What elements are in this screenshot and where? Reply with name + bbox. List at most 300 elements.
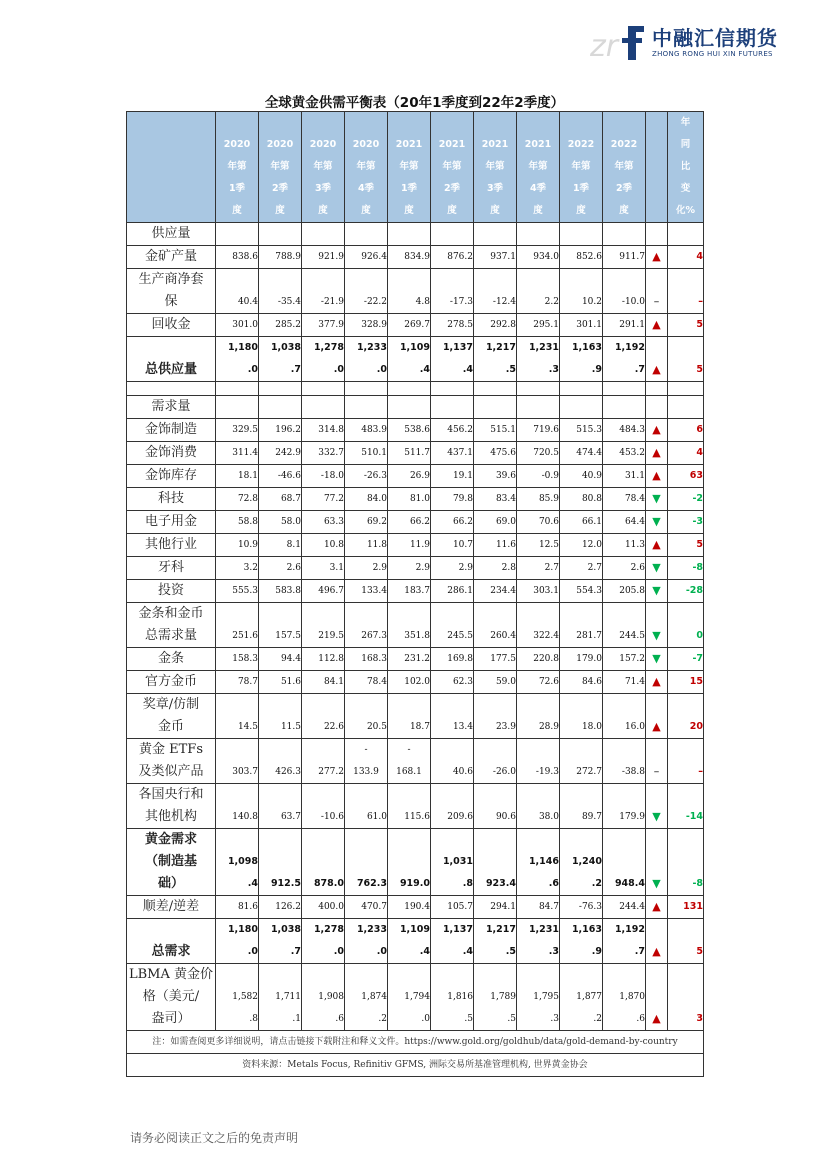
table-row: [127, 919, 704, 964]
quarter-header-line: 2020: [309, 139, 337, 150]
cell-line: 金饰库存: [144, 468, 197, 483]
value-cell: [603, 964, 646, 1031]
cell-line: 1,098: [227, 856, 258, 867]
quarter-header-line: 2022: [610, 139, 638, 150]
value-cell: [302, 964, 345, 1031]
value-cell: -19.3: [517, 739, 560, 784]
value-cell: 61.0: [345, 784, 388, 829]
up-triangle-icon: ▲: [646, 896, 668, 919]
empty-cell: [646, 223, 668, 246]
row-label: [127, 784, 216, 829]
value-cell: [474, 919, 517, 964]
value-cell: 554.3: [560, 580, 603, 603]
value-cell: 72.6: [517, 671, 560, 694]
value-cell: 3.2: [216, 557, 259, 580]
cell-line: 1,217: [485, 924, 516, 935]
value-cell: 12.5: [517, 534, 560, 557]
cell-line: 础）: [157, 876, 184, 891]
value-cell: 301.1: [560, 314, 603, 337]
quarter-header-line: 2020: [266, 139, 294, 150]
cell-line: 1,137: [442, 342, 473, 353]
cell-line: 金条和金币: [138, 606, 204, 621]
value-cell: 878.0: [302, 829, 345, 896]
empty-cell: [302, 223, 345, 246]
value-cell: 303.7: [216, 739, 259, 784]
header-row: [127, 112, 704, 223]
value-cell: 81.6: [216, 896, 259, 919]
empty-cell: [560, 396, 603, 419]
row-label: [127, 223, 216, 246]
quarter-header-line: 度: [318, 205, 328, 216]
value-cell: 14.5: [216, 694, 259, 739]
table-row: [127, 739, 704, 784]
company-logo: [590, 18, 790, 64]
cell-line: 1,038: [270, 924, 301, 935]
down-triangle-icon: ▼: [646, 603, 668, 648]
quarter-header-line: 3季: [314, 183, 332, 194]
table-row: [127, 829, 704, 896]
row-label: [127, 534, 216, 557]
yoy-change-cell: -28: [668, 580, 704, 603]
quarter-header-line: 2021: [395, 139, 423, 150]
value-cell: 301.0: [216, 314, 259, 337]
quarter-header-line: 度: [490, 205, 500, 216]
value-cell: 8.1: [259, 534, 302, 557]
yoy-header-line: 化%: [675, 205, 696, 216]
empty-cell: [646, 382, 668, 396]
value-cell: 291.1: [603, 314, 646, 337]
yoy-header-line: 比: [680, 161, 691, 172]
value-cell: 63.3: [302, 511, 345, 534]
up-triangle-icon: ▲: [646, 919, 668, 964]
value-cell: 158.3: [216, 648, 259, 671]
value-cell: 23.9: [474, 694, 517, 739]
value-cell: 59.0: [474, 671, 517, 694]
value-cell: 453.2: [603, 442, 646, 465]
yoy-change-cell: -14: [668, 784, 704, 829]
cell-line: 1,874: [361, 992, 387, 1002]
value-cell: 583.8: [259, 580, 302, 603]
empty-cell: [668, 382, 704, 396]
empty-cell: [216, 396, 259, 419]
cell-line: 1,877: [576, 992, 602, 1002]
value-cell: 66.2: [388, 511, 431, 534]
row-label: [127, 671, 216, 694]
quarter-header-line: 1季: [572, 183, 590, 194]
value-cell: 219.5: [302, 603, 345, 648]
value-cell: 269.7: [388, 314, 431, 337]
cell-line: 1,163: [571, 924, 602, 935]
value-cell: 62.3: [431, 671, 474, 694]
empty-cell: [216, 223, 259, 246]
down-triangle-icon: ▼: [646, 784, 668, 829]
value-cell: 231.2: [388, 648, 431, 671]
value-cell: 286.1: [431, 580, 474, 603]
value-cell: 876.2: [431, 246, 474, 269]
value-cell: 183.7: [388, 580, 431, 603]
value-cell: 937.1: [474, 246, 517, 269]
value-cell: -0.9: [517, 465, 560, 488]
cell-line: 1,231: [528, 342, 559, 353]
value-cell: 105.7: [431, 896, 474, 919]
cell-line: 1,816: [447, 992, 473, 1002]
value-cell: 788.9: [259, 246, 302, 269]
cell-line: 1,192: [614, 924, 645, 935]
value-cell: 456.2: [431, 419, 474, 442]
quarter-header-line: 年第: [571, 161, 591, 172]
quarter-header-line: 度: [361, 205, 371, 216]
value-cell: 90.6: [474, 784, 517, 829]
value-cell: 13.4: [431, 694, 474, 739]
value-cell: 470.7: [345, 896, 388, 919]
value-cell: 322.4: [517, 603, 560, 648]
cell-line: LBMA 黄金价: [128, 967, 214, 982]
cell-line: .8: [462, 878, 473, 889]
value-cell: 69.0: [474, 511, 517, 534]
value-cell: 84.1: [302, 671, 345, 694]
value-cell: 934.0: [517, 246, 560, 269]
yoy-change-cell: 4: [668, 442, 704, 465]
row-label: [127, 511, 216, 534]
value-cell: 179.0: [560, 648, 603, 671]
empty-cell: [668, 396, 704, 419]
cell-line: 总供应量: [144, 362, 197, 377]
value-cell: 169.8: [431, 648, 474, 671]
value-cell: -76.3: [560, 896, 603, 919]
value-cell: 102.0: [388, 671, 431, 694]
value-cell: 234.4: [474, 580, 517, 603]
value-cell: 244.4: [603, 896, 646, 919]
note-link-text[interactable]: 注：如需查阅更多详细说明，请点击链接下载附注和释义文件。https://www.gold.org/goldhub/data/gold-demand-by-country: [127, 1031, 704, 1054]
row-label: [127, 694, 216, 739]
quarter-header-line: 度: [619, 205, 629, 216]
quarter-header-line: 4季: [529, 183, 547, 194]
empty-cell: [302, 396, 345, 419]
empty-cell: [474, 382, 517, 396]
table-row: [127, 648, 704, 671]
table-row: [127, 896, 704, 919]
value-cell: [345, 919, 388, 964]
value-cell: [474, 964, 517, 1031]
yoy-change-cell: 0: [668, 603, 704, 648]
value-cell: 911.7: [603, 246, 646, 269]
value-cell: [560, 337, 603, 382]
svg-text:zr: zr: [590, 29, 619, 62]
value-cell: 555.3: [216, 580, 259, 603]
empty-cell: [517, 382, 560, 396]
value-cell: 18.7: [388, 694, 431, 739]
cell-line: 其他行业: [144, 537, 197, 552]
value-cell: 115.6: [388, 784, 431, 829]
cell-line: 金饰制造: [144, 422, 197, 437]
value-cell: 85.9: [517, 488, 560, 511]
cell-line: .3: [548, 946, 559, 957]
dash-icon: –: [646, 739, 668, 784]
value-cell: 10.7: [431, 534, 474, 557]
value-cell: [259, 964, 302, 1031]
value-cell: [517, 919, 560, 964]
value-cell: 838.6: [216, 246, 259, 269]
cell-line: .0: [333, 364, 344, 375]
cell-line: .2: [593, 1014, 602, 1024]
cell-line: .0: [247, 364, 258, 375]
value-cell: 39.6: [474, 465, 517, 488]
row-label: [127, 603, 216, 648]
cell-line: 各国央行和: [138, 787, 204, 802]
quarter-header-line: 2季: [271, 183, 289, 194]
cell-line: -: [364, 745, 368, 755]
value-cell: 244.5: [603, 603, 646, 648]
cell-line: 供应量: [151, 226, 191, 241]
quarter-header-line: 度: [576, 205, 586, 216]
table-row: [127, 314, 704, 337]
value-cell: 190.4: [388, 896, 431, 919]
value-cell: 285.2: [259, 314, 302, 337]
cell-line: 格（美元/: [142, 989, 200, 1004]
row-label: [127, 829, 216, 896]
table-row: [127, 671, 704, 694]
value-cell: 64.4: [603, 511, 646, 534]
cell-line: 1,180: [227, 342, 258, 353]
value-cell: 69.2: [345, 511, 388, 534]
value-cell: 762.3: [345, 829, 388, 896]
quarter-header: [345, 112, 388, 223]
table-row: [127, 557, 704, 580]
value-cell: 11.9: [388, 534, 431, 557]
cell-line: 其他机构: [144, 809, 197, 824]
cell-line: .9: [591, 364, 602, 375]
row-label: [127, 580, 216, 603]
quarter-header-line: 2季: [443, 183, 461, 194]
cell-line: 顺差/逆差: [142, 899, 200, 914]
quarter-header-line: 2020: [223, 139, 251, 150]
cell-line: 1,711: [275, 992, 301, 1002]
cell-line: 金条: [157, 651, 184, 666]
cell-line: .0: [421, 1014, 430, 1024]
dash-icon: –: [646, 269, 668, 314]
cell-line: 1,163: [571, 342, 602, 353]
zrf-logo-icon: [590, 20, 646, 62]
quarter-header-line: 2021: [524, 139, 552, 150]
value-cell: 11.6: [474, 534, 517, 557]
value-cell: 912.5: [259, 829, 302, 896]
value-cell: 400.0: [302, 896, 345, 919]
cell-line: .0: [247, 946, 258, 957]
cell-line: .3: [550, 1014, 559, 1024]
table-row: [127, 269, 704, 314]
value-cell: 4.8: [388, 269, 431, 314]
value-cell: 168.3: [345, 648, 388, 671]
value-cell: 511.7: [388, 442, 431, 465]
quarter-header-line: 年第: [528, 161, 548, 172]
table-row: [127, 442, 704, 465]
value-cell: 16.0: [603, 694, 646, 739]
value-cell: 205.8: [603, 580, 646, 603]
empty-cell: [560, 382, 603, 396]
value-cell: 40.6: [431, 739, 474, 784]
empty-cell: [259, 382, 302, 396]
cell-line: 1,031: [442, 856, 473, 867]
value-cell: 77.2: [302, 488, 345, 511]
empty-cell: [668, 223, 704, 246]
yoy-change-cell: 3: [668, 964, 704, 1031]
yoy-change-cell: 5: [668, 337, 704, 382]
yoy-header-line: 年: [680, 117, 691, 128]
value-cell: 83.4: [474, 488, 517, 511]
cell-line: 1,146: [528, 856, 559, 867]
value-cell: 328.9: [345, 314, 388, 337]
value-cell: 68.7: [259, 488, 302, 511]
cell-line: .5: [505, 364, 516, 375]
cell-line: .6: [636, 1014, 645, 1024]
value-cell: [345, 964, 388, 1031]
value-cell: 18.0: [560, 694, 603, 739]
value-cell: [603, 919, 646, 964]
value-cell: 281.7: [560, 603, 603, 648]
value-cell: 377.9: [302, 314, 345, 337]
empty-cell: [345, 223, 388, 246]
value-cell: -10.6: [302, 784, 345, 829]
table-row: [127, 246, 704, 269]
value-cell: [388, 919, 431, 964]
value-cell: 11.8: [345, 534, 388, 557]
cell-line: 投资: [157, 583, 184, 598]
up-triangle-icon: ▲: [646, 246, 668, 269]
row-label: [127, 442, 216, 465]
value-cell: 332.7: [302, 442, 345, 465]
table-row: [127, 488, 704, 511]
value-cell: 11.5: [259, 694, 302, 739]
value-cell: 2.9: [431, 557, 474, 580]
value-cell: 10.2: [560, 269, 603, 314]
cell-line: .5: [464, 1014, 473, 1024]
table-row: [127, 419, 704, 442]
row-label: [127, 419, 216, 442]
yoy-header-line: 同: [680, 139, 691, 150]
value-cell: 921.9: [302, 246, 345, 269]
down-triangle-icon: ▼: [646, 829, 668, 896]
quarter-header: [560, 112, 603, 223]
yoy-change-cell: -8: [668, 557, 704, 580]
cell-line: .4: [462, 946, 473, 957]
value-cell: 538.6: [388, 419, 431, 442]
value-cell: 852.6: [560, 246, 603, 269]
value-cell: 40.9: [560, 465, 603, 488]
empty-cell: [345, 396, 388, 419]
value-cell: 177.5: [474, 648, 517, 671]
value-cell: 40.4: [216, 269, 259, 314]
value-cell: [431, 337, 474, 382]
row-label: [127, 896, 216, 919]
yoy-change-cell: 131: [668, 896, 704, 919]
value-cell: 474.4: [560, 442, 603, 465]
value-cell: [216, 964, 259, 1031]
cell-line: .2: [591, 878, 602, 889]
cell-line: 黄金需求: [144, 832, 197, 847]
value-cell: 923.4: [474, 829, 517, 896]
quarter-header-line: 2020: [352, 139, 380, 150]
value-cell: 260.4: [474, 603, 517, 648]
logo-english-name: ZHONG RONG HUI XIN FUTURES: [652, 50, 773, 58]
value-cell: 2.9: [345, 557, 388, 580]
cell-line: 总需求量: [144, 628, 197, 643]
value-cell: 209.6: [431, 784, 474, 829]
cell-line: 金矿产量: [144, 249, 197, 264]
cell-line: 总需求: [151, 944, 191, 959]
cell-line: 1,233: [356, 342, 387, 353]
cell-line: 1,794: [404, 992, 430, 1002]
value-cell: [560, 829, 603, 896]
quarter-header: [517, 112, 560, 223]
value-cell: 245.5: [431, 603, 474, 648]
quarter-header-line: 年第: [614, 161, 634, 172]
value-cell: [259, 919, 302, 964]
value-cell: 94.4: [259, 648, 302, 671]
value-cell: 311.4: [216, 442, 259, 465]
value-cell: 3.1: [302, 557, 345, 580]
value-cell: 2.7: [517, 557, 560, 580]
cell-line: .4: [419, 946, 430, 957]
table-row: [127, 382, 704, 396]
table-row: [127, 603, 704, 648]
cell-line: .5: [507, 1014, 516, 1024]
empty-cell: [474, 396, 517, 419]
empty-cell: [560, 223, 603, 246]
cell-line: 科技: [157, 491, 184, 506]
row-label: [127, 488, 216, 511]
up-triangle-icon: ▲: [646, 671, 668, 694]
up-triangle-icon: ▲: [646, 419, 668, 442]
row-label: [127, 919, 216, 964]
quarter-header-line: 1季: [228, 183, 246, 194]
empty-cell: [474, 223, 517, 246]
value-cell: 2.8: [474, 557, 517, 580]
yoy-change-cell: -8: [668, 829, 704, 896]
quarter-header-line: 年第: [227, 161, 247, 172]
value-cell: 196.2: [259, 419, 302, 442]
cell-line: 及类似产品: [138, 764, 204, 779]
value-cell: [431, 919, 474, 964]
quarter-header-line: 2021: [438, 139, 466, 150]
down-triangle-icon: ▼: [646, 648, 668, 671]
empty-cell: [345, 382, 388, 396]
row-label: [127, 557, 216, 580]
value-cell: [345, 739, 388, 784]
cell-line: .9: [591, 946, 602, 957]
value-cell: 948.4: [603, 829, 646, 896]
value-cell: 66.2: [431, 511, 474, 534]
empty-cell: [431, 223, 474, 246]
value-cell: 80.8: [560, 488, 603, 511]
cell-line: 官方金币: [144, 674, 197, 689]
cell-line: 1,233: [356, 924, 387, 935]
value-cell: 919.0: [388, 829, 431, 896]
table-body: [127, 223, 704, 1077]
value-cell: 78.4: [345, 671, 388, 694]
value-cell: 515.3: [560, 419, 603, 442]
row-label: [127, 964, 216, 1031]
empty-cell: [388, 396, 431, 419]
yoy-change-header: [668, 112, 704, 223]
table-row: [127, 534, 704, 557]
value-cell: 133.4: [345, 580, 388, 603]
value-cell: 81.0: [388, 488, 431, 511]
value-cell: [560, 919, 603, 964]
empty-cell: [517, 396, 560, 419]
value-cell: 38.0: [517, 784, 560, 829]
cell-line: 奖章/仿制: [142, 697, 200, 712]
value-cell: [560, 964, 603, 1031]
